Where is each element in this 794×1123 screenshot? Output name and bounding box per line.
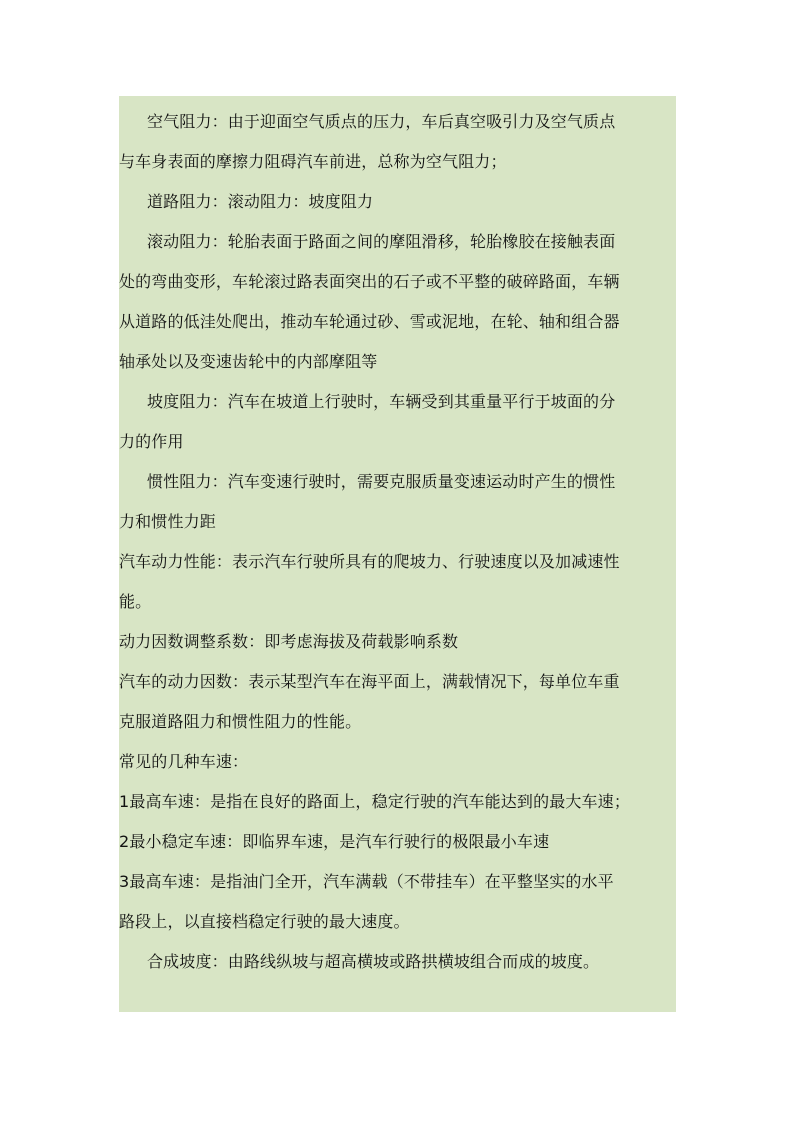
paragraph-line: 路段上，以直接档稳定行驶的最大速度。 <box>119 912 410 931</box>
paragraph-line: 汽车的动力因数：表示某型汽车在海平面上，满载情况下，每单位车重 <box>119 672 620 691</box>
paragraph-line: 汽车动力性能：表示汽车行驶所具有的爬坡力、行驶速度以及加减速性 <box>119 552 620 571</box>
paragraph-line: 道路阻力：滚动阻力：坡度阻力 <box>147 192 374 211</box>
paragraph-line: 1最高车速：是指在良好的路面上，稳定行驶的汽车能达到的最大车速； <box>119 792 630 811</box>
paragraph-line: 常见的几种车速： <box>119 752 249 771</box>
paragraph-line: 惯性阻力：汽车变速行驶时，需要克服质量变速运动时产生的惯性 <box>147 472 616 491</box>
paragraph-line: 与车身表面的摩擦力阻碍汽车前进，总称为空气阻力； <box>119 152 507 171</box>
highlighted-text-block <box>119 96 676 1012</box>
paragraph-line: 力的作用 <box>119 432 184 451</box>
paragraph-line: 合成坡度：由路线纵坡与超高横坡或路拱横坡组合而成的坡度。 <box>147 952 600 971</box>
paragraph-line: 2最小稳定车速：即临界车速，是汽车行驶行的极限最小车速 <box>119 832 550 851</box>
paragraph-line: 从道路的低洼处爬出，推动车轮通过砂、雪或泥地，在轮、轴和组合器 <box>119 312 620 331</box>
paragraph-line: 能。 <box>119 592 152 611</box>
paragraph-line: 力和惯性力距 <box>119 512 216 531</box>
paragraph-line: 动力因数调整系数：即考虑海拔及荷载影响系数 <box>119 632 459 651</box>
paragraph-line: 3最高车速：是指油门全开，汽车满载（不带挂车）在平整坚实的水平 <box>119 872 614 891</box>
paragraph-line: 轴承处以及变速齿轮中的内部摩阻等 <box>119 352 378 371</box>
paragraph-line: 滚动阻力：轮胎表面于路面之间的摩阻滑移，轮胎橡胶在接触表面 <box>147 232 616 251</box>
paragraph-line: 克服道路阻力和惯性阻力的性能。 <box>119 712 362 731</box>
paragraph-line: 处的弯曲变形，车轮滚过路表面突出的石子或不平整的破碎路面，车辆 <box>119 272 620 291</box>
paragraph-line: 坡度阻力：汽车在坡道上行驶时，车辆受到其重量平行于坡面的分 <box>147 392 616 411</box>
paragraph-line: 空气阻力：由于迎面空气质点的压力，车后真空吸引力及空气质点 <box>147 112 616 131</box>
